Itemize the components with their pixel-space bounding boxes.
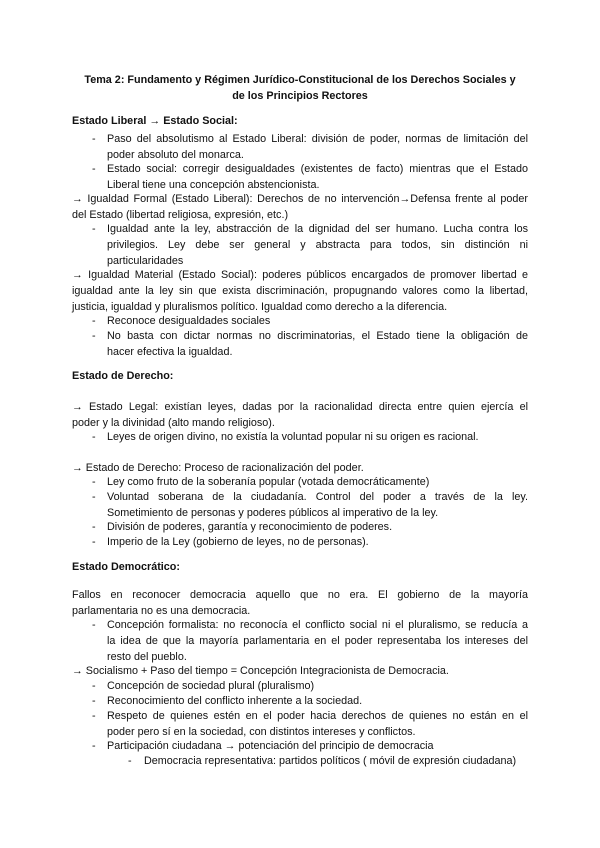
bullet-dash: - xyxy=(92,163,96,175)
bullet-text: Concepción de sociedad plural (pluralismo) xyxy=(107,680,315,692)
bullet-text: Paso del absolutismo al Estado Liberal: división de poder, normas de limitación del xyxy=(107,133,528,145)
bullet-text: hacer efectiva la igualdad. xyxy=(107,346,233,358)
bullet-text: privilegios. Ley debe ser general y abstracta para todos, sin distinción ni xyxy=(107,239,528,251)
bullet-text: particularidades xyxy=(107,255,184,267)
title-line: Tema 2: Fundamento y Régimen Jurídico-Constitucional de los Derechos Sociales y xyxy=(84,74,516,86)
paragraph-text: → Igualdad Formal (Estado Liberal): Derechos de no intervención→Defensa frente al poder xyxy=(72,193,528,205)
bullet-dash: - xyxy=(92,710,96,722)
paragraph-text: → Socialismo + Paso del tiempo = Concepción Integracionista de Democracia. xyxy=(72,665,449,677)
paragraph-text: → Igualdad Material (Estado Social): poderes públicos encargados de promover libertad e xyxy=(72,269,528,281)
bullet-dash: - xyxy=(92,521,96,533)
bullet-dash: - xyxy=(92,695,96,707)
bullet-text: División de poderes, garantía y reconocimiento de poderes. xyxy=(107,521,393,533)
sub-bullet-dash: - xyxy=(128,755,132,767)
bullet-text: No basta con dictar normas no discriminatorias, el Estado tiene la obligación de xyxy=(107,330,528,342)
bullet-dash: - xyxy=(92,133,96,145)
bullet-text: Leyes de origen divino, no existía la voluntad popular ni su origen es racional. xyxy=(107,431,479,443)
bullet-text: Ley como fruto de la soberanía popular (votada democráticamente) xyxy=(107,476,430,488)
paragraph-text: Fallos en reconocer democracia aquello que no era. El gobierno de la mayoría xyxy=(72,589,528,601)
bullet-text: poder pero sí en la sociedad, con distintos intereses y conflictos. xyxy=(107,726,416,738)
paragraph-text: del Estado (libertad religiosa, expresión, etc.) xyxy=(72,209,289,221)
section-heading-estado-derecho: Estado de Derecho: xyxy=(72,370,174,382)
bullet-text: Voluntad soberana de la ciudadanía. Control del poder a través de la ley. xyxy=(107,491,528,503)
paragraph-text: → Estado Legal: existían leyes, dadas por la racionalidad directa entre quien ejercía el xyxy=(72,401,528,413)
bullet-text: Concepción formalista: no reconocía el conflicto social ni el pluralismo, se reducía a xyxy=(107,619,528,631)
bullet-text: la idea de que la mayoría parlamentaria en el poder representaba los intereses del xyxy=(107,635,528,647)
bullet-dash: - xyxy=(92,619,96,631)
bullet-text: Liberal tiene una concepción abstencionista. xyxy=(107,179,320,191)
bullet-text: Reconocimiento del conflicto inherente a la sociedad. xyxy=(107,695,363,707)
bullet-text: Participación ciudadana → potenciación del principio de democracia xyxy=(107,740,434,752)
bullet-dash: - xyxy=(92,680,96,692)
bullet-dash: - xyxy=(92,491,96,503)
paragraph-text: poder y la divinidad (alto mando religioso). xyxy=(72,417,275,429)
bullet-dash: - xyxy=(92,223,96,235)
section-heading-liberal-social: Estado Liberal → Estado Social: xyxy=(72,115,238,127)
bullet-dash: - xyxy=(92,536,96,548)
bullet-dash: - xyxy=(92,315,96,327)
bullet-dash: - xyxy=(92,431,96,443)
bullet-text: Sometimiento de personas y poderes públicos al imperativo de la ley. xyxy=(107,507,439,519)
bullet-text: poder absoluto del monarca. xyxy=(107,149,244,161)
bullet-text: Reconoce desigualdades sociales xyxy=(107,315,271,327)
bullet-text: resto del pueblo. xyxy=(107,651,187,663)
paragraph-text: igualdad ante la ley sin que exista discriminación, propugnando valores como la libertad, xyxy=(72,285,528,297)
paragraph-text: → Estado de Derecho: Proceso de racionalización del poder. xyxy=(72,462,364,474)
bullet-dash: - xyxy=(92,740,96,752)
bullet-text: Igualdad ante la ley, abstracción de la dignidad del ser humano. Lucha contra los xyxy=(107,223,528,235)
document-title xyxy=(70,72,530,104)
bullet-dash: - xyxy=(92,330,96,342)
bullet-text: Estado social: corregir desigualdades (existentes de facto) mientras que el Estado xyxy=(107,163,528,175)
sub-bullet-text: Democracia representativa: partidos políticos ( móvil de expresión ciudadana) xyxy=(144,755,517,767)
title-line: de los Principios Rectores xyxy=(232,90,368,102)
bullet-text: Respeto de quienes estén en el poder hacia derechos de quienes no están en el xyxy=(107,710,528,722)
paragraph-text: parlamentaria no es una democracia. xyxy=(72,605,251,617)
bullet-dash: - xyxy=(92,476,96,488)
bullet-text: Imperio de la Ley (gobierno de leyes, no de personas). xyxy=(107,536,369,548)
paragraph-text: justicia, igualdad y pluralismos político. Igualdad como derecho a la diferencia. xyxy=(72,301,448,313)
section-heading-estado-democratico: Estado Democrático: xyxy=(72,561,180,573)
